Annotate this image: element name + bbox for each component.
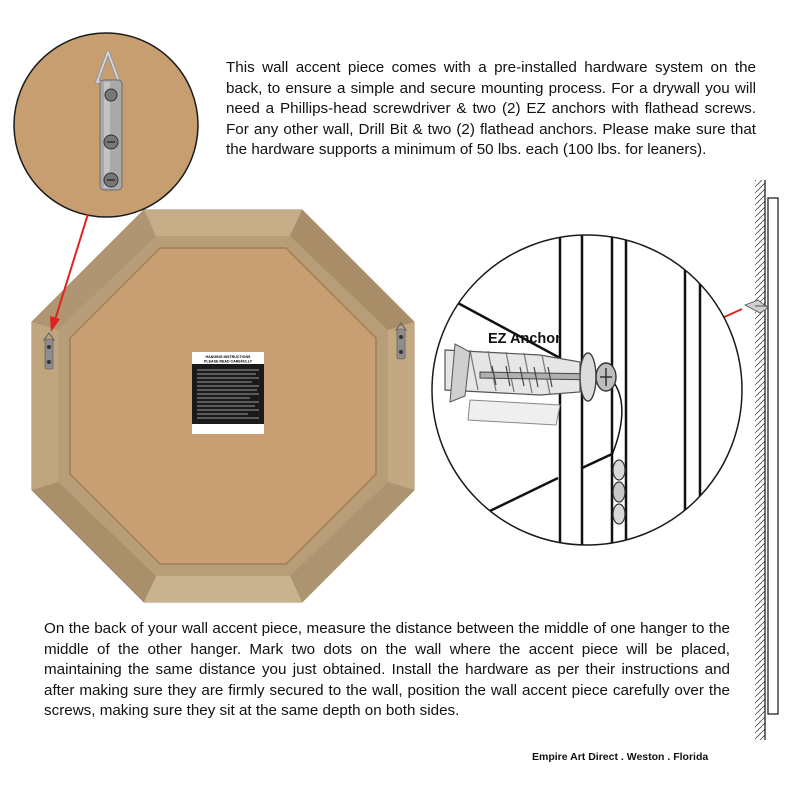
hanger-zoom-circle <box>10 30 210 230</box>
label-line2: PLEASE READ CAREFULLY <box>204 359 252 364</box>
label-line1: HANGING INSTRUCTIONS <box>205 355 251 359</box>
anchor-zoom-circle <box>430 225 750 565</box>
instruction-label <box>192 352 264 434</box>
ez-anchor-label: EZ Anchor <box>488 331 561 347</box>
top-instructions: This wall accent piece comes with a pre-installed hardware system on the back, to ensure a simple and secure mounting process. For a drywall you will need a Phillips-head screwdriver & two (2) EZ anchors with flathead screws. For any other wall, Drill Bit & two (2) flathead anchors. Please make sure that the hardware supports a minimum of 50 lbs. each (100 lbs. for leaners). <box>226 59 756 159</box>
bottom-instructions: On the back of your wall accent piece, measure the distance between the middle of one hanger to the middle of the other hanger. Mark two dots on the wall where the accent piece will be placed, maintaining the same distance you just obtained. Install the hardware as per their instructions and after making sure they are firmly secured to the wall, position the wall accent piece carefully over the screws, making sure they sit at the same depth on both sides. <box>44 620 730 720</box>
wall-side-view <box>745 180 778 740</box>
company-footer: Empire Art Direct . Weston . Florida <box>532 751 709 763</box>
